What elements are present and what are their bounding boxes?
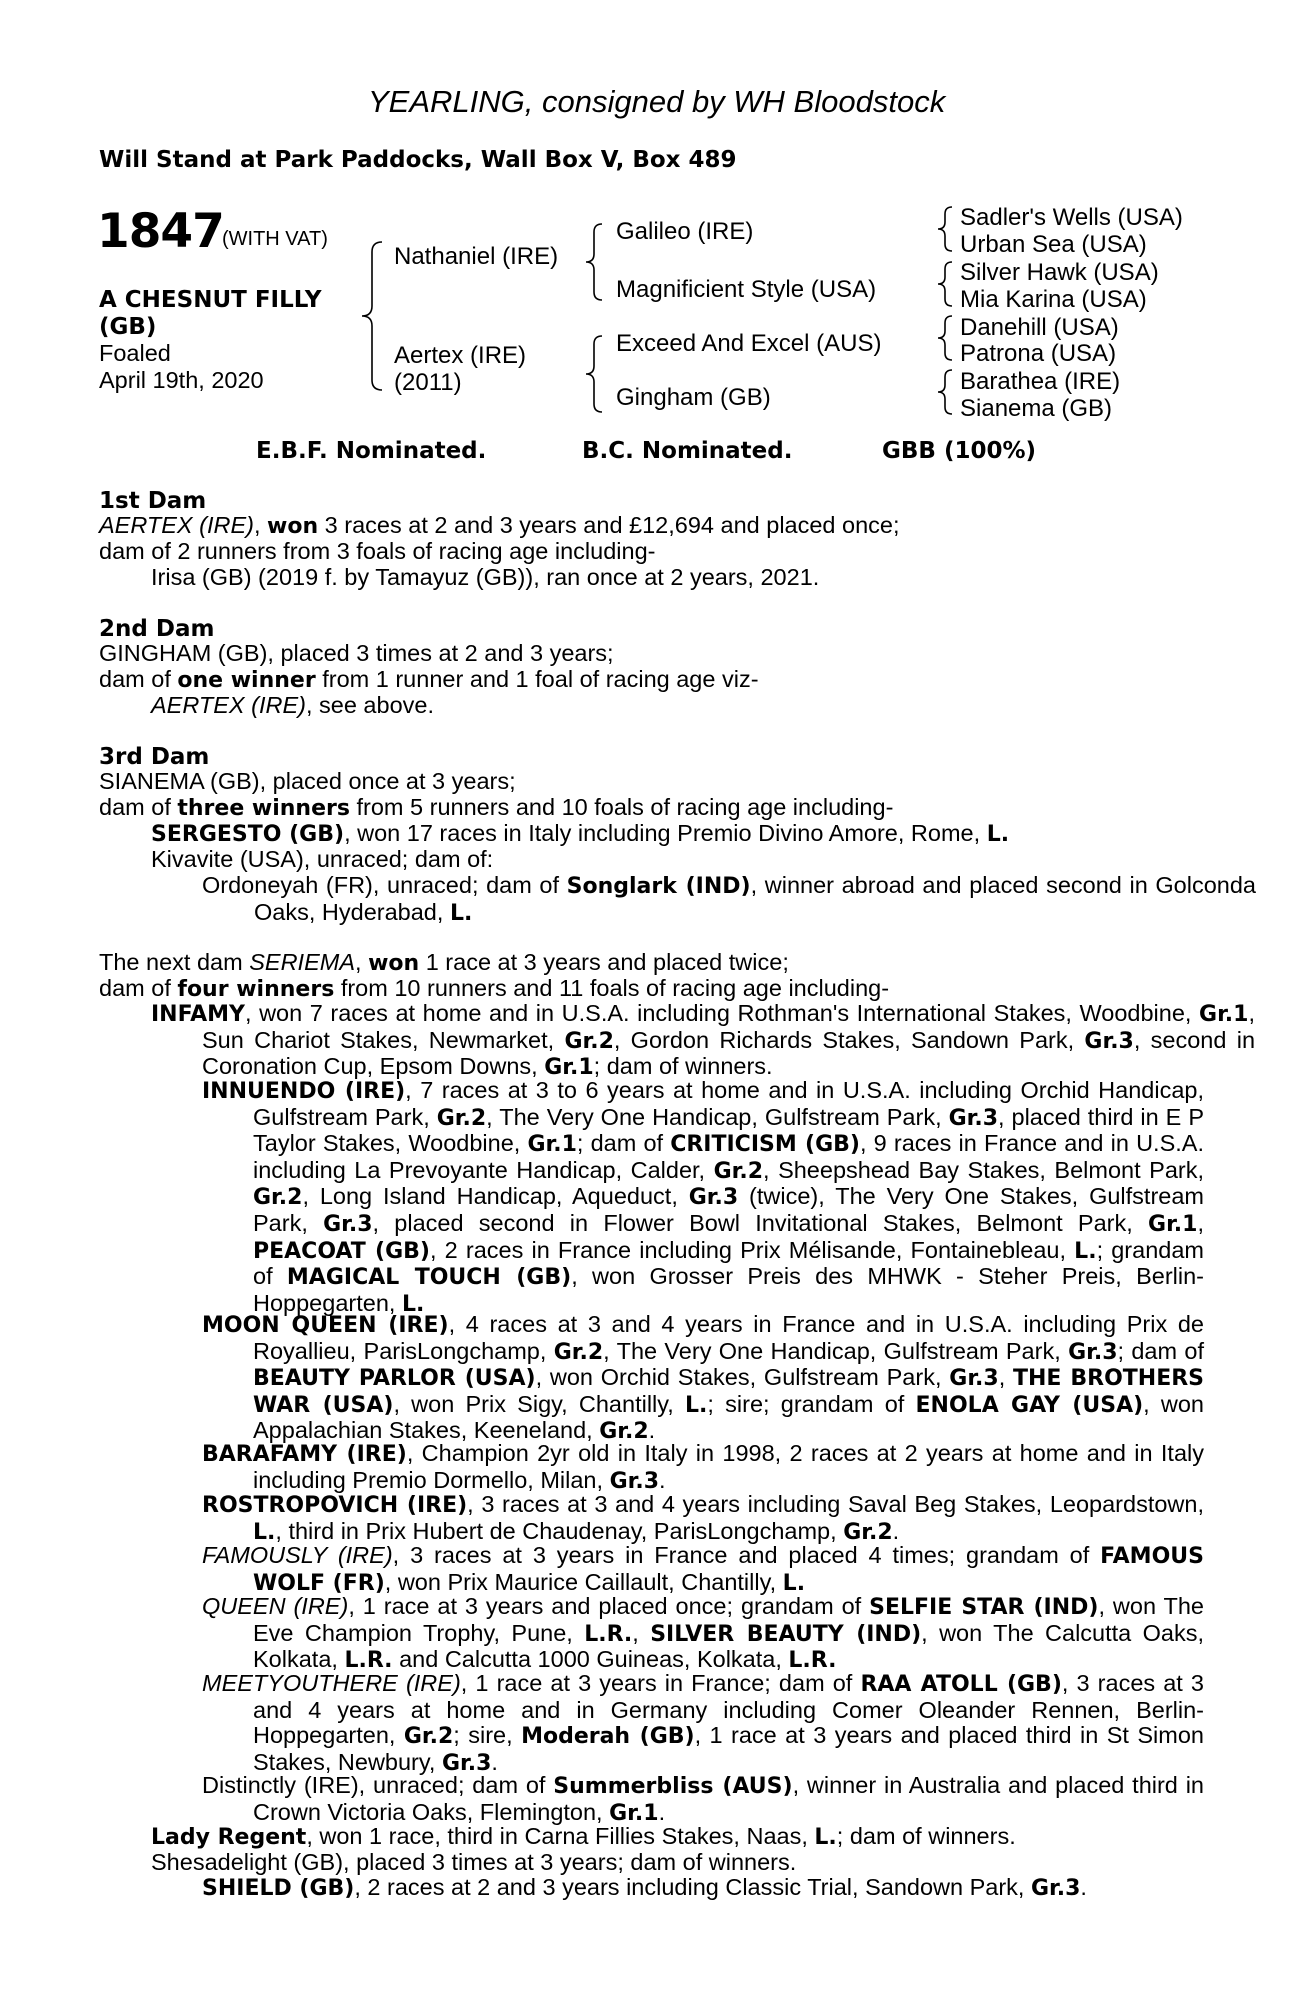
text-run: one winner <box>177 668 316 693</box>
text-run: L. <box>685 1392 708 1418</box>
next-dam-line <box>99 950 789 977</box>
text-run: SILVER BEAUTY (IND) <box>650 1621 922 1647</box>
text-run: , 1 race at 3 years and placed once; grandam of <box>348 1593 870 1619</box>
text-run: Kivavite (USA), unraced; dam of: <box>151 846 494 872</box>
text-run: FAMOUS WOLF (FR) <box>253 1544 1204 1596</box>
text-run: INFAMY <box>151 1002 245 1027</box>
text-run: , Champion 2yr old in Italy in 1998, 2 races at 2 years at home and in Italy including Premio Dormello, Milan, <box>253 1440 1204 1493</box>
horse-country: (GB) <box>99 314 157 340</box>
produce-entry <box>202 1671 1204 1776</box>
text-run: Gr.2 <box>713 1158 764 1184</box>
third-dam-produce <box>151 821 1009 848</box>
text-run: , 9 races in France and in U.S.A. including La Prevoyante Handicap, Calder, <box>253 1130 1204 1183</box>
dam-name: Aertex (IRE) <box>394 342 527 369</box>
text-run: , Gordon Richards Stakes, Sandown Park, <box>613 1026 1085 1053</box>
foaled-label: Foaled <box>99 340 171 366</box>
gen3-name: Sadler's Wells (USA) <box>960 204 1183 231</box>
text-run: Gr.1 <box>1148 1211 1198 1237</box>
text-run: , 2 races at 2 and 3 years including Classic Trial, Sandown Park, <box>354 1874 1031 1900</box>
text-run: Gr.3 <box>1084 1028 1134 1054</box>
text-run: BEAUTY PARLOR (USA) <box>253 1366 536 1392</box>
text-run: Gr.3 <box>1068 1339 1118 1365</box>
text-run: , winner in Australia and placed third in Crown Victoria Oaks, Flemington, <box>253 1772 1204 1825</box>
sire-name: Nathaniel (IRE) <box>394 243 559 270</box>
text-run: Gr.2 <box>436 1105 487 1131</box>
text-run: Lady Regent <box>151 1825 307 1850</box>
produce-entry <box>202 1875 1087 1902</box>
lot-number: 1847 <box>97 204 224 259</box>
text-run: Gr.3 <box>688 1185 739 1211</box>
text-run: ; grandam of <box>253 1236 1204 1290</box>
bc-nomination: B.C. Nominated. <box>582 438 793 464</box>
text-run: MOON QUEEN (IRE) <box>202 1313 449 1338</box>
dam-dam-name: Gingham (GB) <box>616 384 771 411</box>
text-run: The next dam <box>99 949 250 975</box>
gbb-rating: GBB (100%) <box>882 438 1037 464</box>
gen3-name: Mia Karina (USA) <box>960 286 1147 313</box>
produce-entry <box>202 1594 1204 1674</box>
first-dam-line <box>99 513 900 540</box>
text-run: , Sheepshead Bay Stakes, Belmont Park, <box>763 1156 1205 1183</box>
text-run: L. <box>253 1519 276 1545</box>
gen3-name: Urban Sea (USA) <box>960 231 1147 258</box>
text-run: L. <box>1074 1238 1097 1264</box>
text-run: from 5 runners and 10 foals of racing age including- <box>349 794 894 820</box>
text-run: , third in Prix Hubert de Chaudenay, ParisLongchamp, <box>275 1517 844 1544</box>
gen3-name: Sianema (GB) <box>960 395 1113 422</box>
first-dam-heading: 1st Dam <box>99 488 207 514</box>
dam-year: (2011) <box>394 369 462 396</box>
text-run: Gr.3 <box>949 1366 999 1392</box>
text-run: dam of <box>99 794 178 820</box>
second-dam-produce <box>151 693 434 719</box>
text-run: L. <box>401 1291 425 1317</box>
text-run: , placed third in E P Taylor Stakes, Woodbine, <box>253 1103 1204 1157</box>
ebf-nomination: E.B.F. Nominated. <box>256 438 487 464</box>
produce-entry <box>202 1492 1204 1545</box>
text-run: MAGICAL TOUCH (GB) <box>286 1265 572 1291</box>
vat-note: (WITH VAT) <box>222 228 328 250</box>
text-run: Gr.1 <box>609 1800 659 1826</box>
text-run: FAMOUSLY (IRE) <box>202 1542 393 1568</box>
text-run: Songlark (IND) <box>566 874 751 899</box>
text-run: Gr.1 <box>544 1055 594 1081</box>
text-run: Gr.2 <box>564 1028 614 1054</box>
text-run: Gr.2 <box>843 1519 893 1545</box>
text-run: THE BROTHERS WAR (USA) <box>253 1366 1205 1418</box>
text-run: L. <box>449 900 473 926</box>
text-run: three winners <box>177 796 350 821</box>
text-run: AERTEX (IRE) <box>151 692 306 718</box>
text-run: ; sire, <box>453 1722 522 1749</box>
text-run: , second in Coronation Cup, Epsom Downs, <box>202 1026 1256 1080</box>
text-run: , 3 races at 3 and 4 years including Saval Beg Stakes, Leopardstown, <box>467 1491 1204 1517</box>
produce-entry <box>202 1312 1204 1445</box>
text-run: , winner abroad and placed second in Golconda Oaks, Hyderabad, <box>254 872 1256 925</box>
text-run: MEETYOUTHERE (IRE) <box>202 1670 461 1696</box>
sire-sire-name: Galileo (IRE) <box>616 218 754 245</box>
text-run: ENOLA GAY (USA) <box>915 1392 1144 1418</box>
text-run: L.R. <box>584 1621 633 1647</box>
text-run: , won 7 races at home and in U.S.A. including Rothman's International Stakes, Woodbine, <box>244 1000 1200 1026</box>
text-run: , won Grosser Preis des MHWK - Steher Preis, Berlin-Hoppegarten, <box>253 1263 1204 1316</box>
text-run: , 1 race at 3 years in France; dam of <box>460 1670 861 1696</box>
text-run: , won 17 races in Italy including Premio Divino Amore, Rome, <box>344 820 987 846</box>
sire-dam-name: Magnificient Style (USA) <box>616 276 877 303</box>
third-dam-produce <box>151 847 493 873</box>
text-run: Gr.1 <box>527 1132 577 1158</box>
text-run: and Calcutta 1000 Guineas, Kolkata, <box>392 1646 789 1673</box>
text-run: , won Prix Maurice Caillault, Chantilly, <box>384 1568 783 1595</box>
text-run: 3 races at 2 and 3 years and £12,694 and placed once; <box>318 512 900 538</box>
text-run: SHIELD (GB) <box>202 1876 355 1901</box>
text-run: Gr.3 <box>609 1468 659 1494</box>
text-run: Gr.3 <box>948 1105 999 1131</box>
text-run: SERGESTO (GB) <box>151 822 345 847</box>
text-run: , The Very One Handicap, Gulfstream Park, <box>603 1337 1069 1364</box>
text-run: , won The Calcutta Oaks, Kolkata, <box>253 1619 1205 1673</box>
produce-entry <box>151 1001 1255 1081</box>
text-run: dam of <box>99 975 178 1001</box>
text-run: INNUENDO (IRE) <box>202 1079 406 1104</box>
text-run: ; dam of <box>576 1130 671 1157</box>
text-run: L. <box>814 1825 837 1850</box>
first-dam-line <box>99 539 655 565</box>
third-dam-line <box>99 795 893 822</box>
text-run: L. <box>782 1570 806 1596</box>
text-run: Irisa (GB) (2019 f. by Tamayuz (GB)), ran once at 2 years, 2021. <box>151 564 820 590</box>
text-run: dam of <box>99 666 178 692</box>
text-run: , Sun Chariot Stakes, Newmarket, <box>202 1000 1255 1053</box>
text-run: (twice), The Very One Stakes, Gulfstream Park, <box>253 1183 1204 1236</box>
text-run: , <box>355 949 369 975</box>
dam-sire-name: Exceed And Excel (AUS) <box>616 330 882 357</box>
produce-entry <box>151 1824 1016 1851</box>
text-run: Gr.1 <box>1199 1002 1249 1027</box>
text-run: SERIEMA <box>249 949 355 975</box>
second-dam-line <box>99 667 759 694</box>
third-dam-descendant <box>202 873 1256 926</box>
next-dam-line <box>99 976 889 1003</box>
second-dam-heading: 2nd Dam <box>99 616 215 642</box>
text-run: , 1 race at 3 years and placed third in St Simon Stakes, Newbury, <box>253 1722 1204 1775</box>
text-run: AERTEX (IRE) <box>99 512 254 538</box>
gen3-name: Patrona (USA) <box>960 340 1117 367</box>
consignment-heading: YEARLING, consigned by WH Bloodstock <box>368 84 946 119</box>
text-run: Gr.3 <box>323 1211 373 1237</box>
produce-entry <box>151 1850 796 1876</box>
text-run: Gr.2 <box>403 1724 454 1750</box>
text-run: , <box>632 1619 651 1646</box>
text-run: , won 1 race, third in Carna Fillies Stakes, Naas, <box>306 1823 815 1849</box>
text-run: ; dam of winners. <box>593 1053 773 1080</box>
produce-entry <box>202 1441 1204 1494</box>
text-run: , <box>1197 1209 1204 1236</box>
third-dam-line <box>99 769 516 795</box>
text-run: , won Prix Sigy, Chantilly, <box>393 1390 686 1417</box>
text-run: . <box>659 1466 666 1493</box>
stand-location: Will Stand at Park Paddocks, Wall Box V, Box 489 <box>99 147 737 173</box>
text-run: ; dam of <box>1117 1337 1204 1364</box>
second-dam-line <box>99 641 614 667</box>
text-run: Ordoneyah (FR), unraced; dam of <box>202 872 567 898</box>
text-run: L.R. <box>788 1648 837 1674</box>
text-run: RAA ATOLL (GB) <box>860 1672 1062 1697</box>
text-run: Gr.3 <box>441 1750 492 1776</box>
produce-entry <box>202 1773 1204 1826</box>
text-run: SELFIE STAR (IND) <box>869 1595 1099 1620</box>
text-run: dam of 2 runners from 3 foals of racing age including- <box>99 538 656 564</box>
text-run: . <box>658 1798 666 1825</box>
text-run: , 2 races in France including Prix Mélisande, Fontainebleau, <box>429 1236 1075 1263</box>
text-run: ; dam of winners. <box>836 1823 1016 1849</box>
foaled-date: April 19th, 2020 <box>99 367 264 393</box>
text-run: ; sire; grandam of <box>707 1390 916 1417</box>
text-run: Gr.3 <box>1030 1876 1081 1901</box>
text-run: , won The Eve Champion Trophy, Pune, <box>253 1593 1204 1646</box>
text-run: , <box>253 512 268 538</box>
gen3-name: Danehill (USA) <box>960 314 1119 341</box>
text-run: , <box>998 1364 1014 1391</box>
text-run: 1 race at 3 years and placed twice; <box>419 949 789 975</box>
text-run: Gr.2 <box>599 1419 649 1445</box>
text-run: Gr.2 <box>553 1339 604 1365</box>
text-run: ROSTROPOVICH (IRE) <box>202 1493 468 1518</box>
horse-description: A CHESNUT FILLY <box>99 287 322 313</box>
text-run: from 1 runner and 1 foal of racing age viz- <box>315 666 759 692</box>
text-run: BARAFAMY (IRE) <box>202 1442 407 1467</box>
text-run: , 3 races at 3 years in France and placed 4 times; grandam of <box>392 1542 1101 1568</box>
text-run: CRITICISM (GB) <box>670 1132 860 1158</box>
text-run: GINGHAM (GB), placed 3 times at 2 and 3 years; <box>99 640 614 666</box>
first-dam-produce <box>151 565 819 591</box>
text-run: PEACOAT (GB) <box>253 1238 430 1264</box>
produce-entry <box>202 1078 1204 1317</box>
text-run: L. <box>986 822 1010 847</box>
text-run: from 10 runners and 11 foals of racing age including- <box>334 975 890 1001</box>
text-run: , see above. <box>305 692 434 718</box>
text-run: four winners <box>177 977 335 1002</box>
text-run: , won Appalachian Stakes, Keeneland, <box>253 1390 1205 1444</box>
text-run: won <box>368 951 420 976</box>
text-run: won <box>267 514 319 539</box>
text-run: Distinctly (IRE), unraced; dam of <box>202 1772 554 1798</box>
gen3-name: Barathea (IRE) <box>960 368 1121 395</box>
text-run: L.R. <box>344 1648 393 1674</box>
text-run: , 7 races at 3 to 6 years at home and in U.S.A. including Orchid Handicap, Gulfstream Park, <box>253 1077 1204 1130</box>
text-run: , 4 races at 3 and 4 years in France and in U.S.A. including Prix de Royallieu, ParisLongchamp, <box>253 1311 1205 1364</box>
text-run: . <box>1080 1874 1087 1900</box>
text-run: . <box>491 1748 498 1775</box>
text-run: , placed second in Flower Bowl Invitational Stakes, Belmont Park, <box>372 1209 1149 1236</box>
third-dam-heading: 3rd Dam <box>99 744 210 770</box>
text-run: . <box>648 1417 656 1444</box>
produce-entry <box>202 1543 1204 1596</box>
text-run: , 3 races at 3 and 4 years at home and in Germany including Comer Oleander Rennen, Berlin-Hoppegarten, <box>253 1670 1204 1749</box>
text-run: , won Orchid Stakes, Gulfstream Park, <box>535 1364 950 1391</box>
text-run: , The Very One Handicap, Gulfstream Park, <box>486 1103 949 1130</box>
text-run: Gr.2 <box>253 1185 303 1211</box>
text-run: , Long Island Handicap, Aqueduct, <box>302 1183 689 1210</box>
text-run: QUEEN (IRE) <box>202 1593 349 1619</box>
text-run: Moderah (GB) <box>521 1724 695 1750</box>
text-run: . <box>892 1517 900 1544</box>
gen3-name: Silver Hawk (USA) <box>960 259 1159 286</box>
text-run: Summerbliss (AUS) <box>553 1774 793 1799</box>
text-run: Shesadelight (GB), placed 3 times at 3 years; dam of winners. <box>151 1849 797 1875</box>
text-run: SIANEMA (GB), placed once at 3 years; <box>99 768 516 794</box>
